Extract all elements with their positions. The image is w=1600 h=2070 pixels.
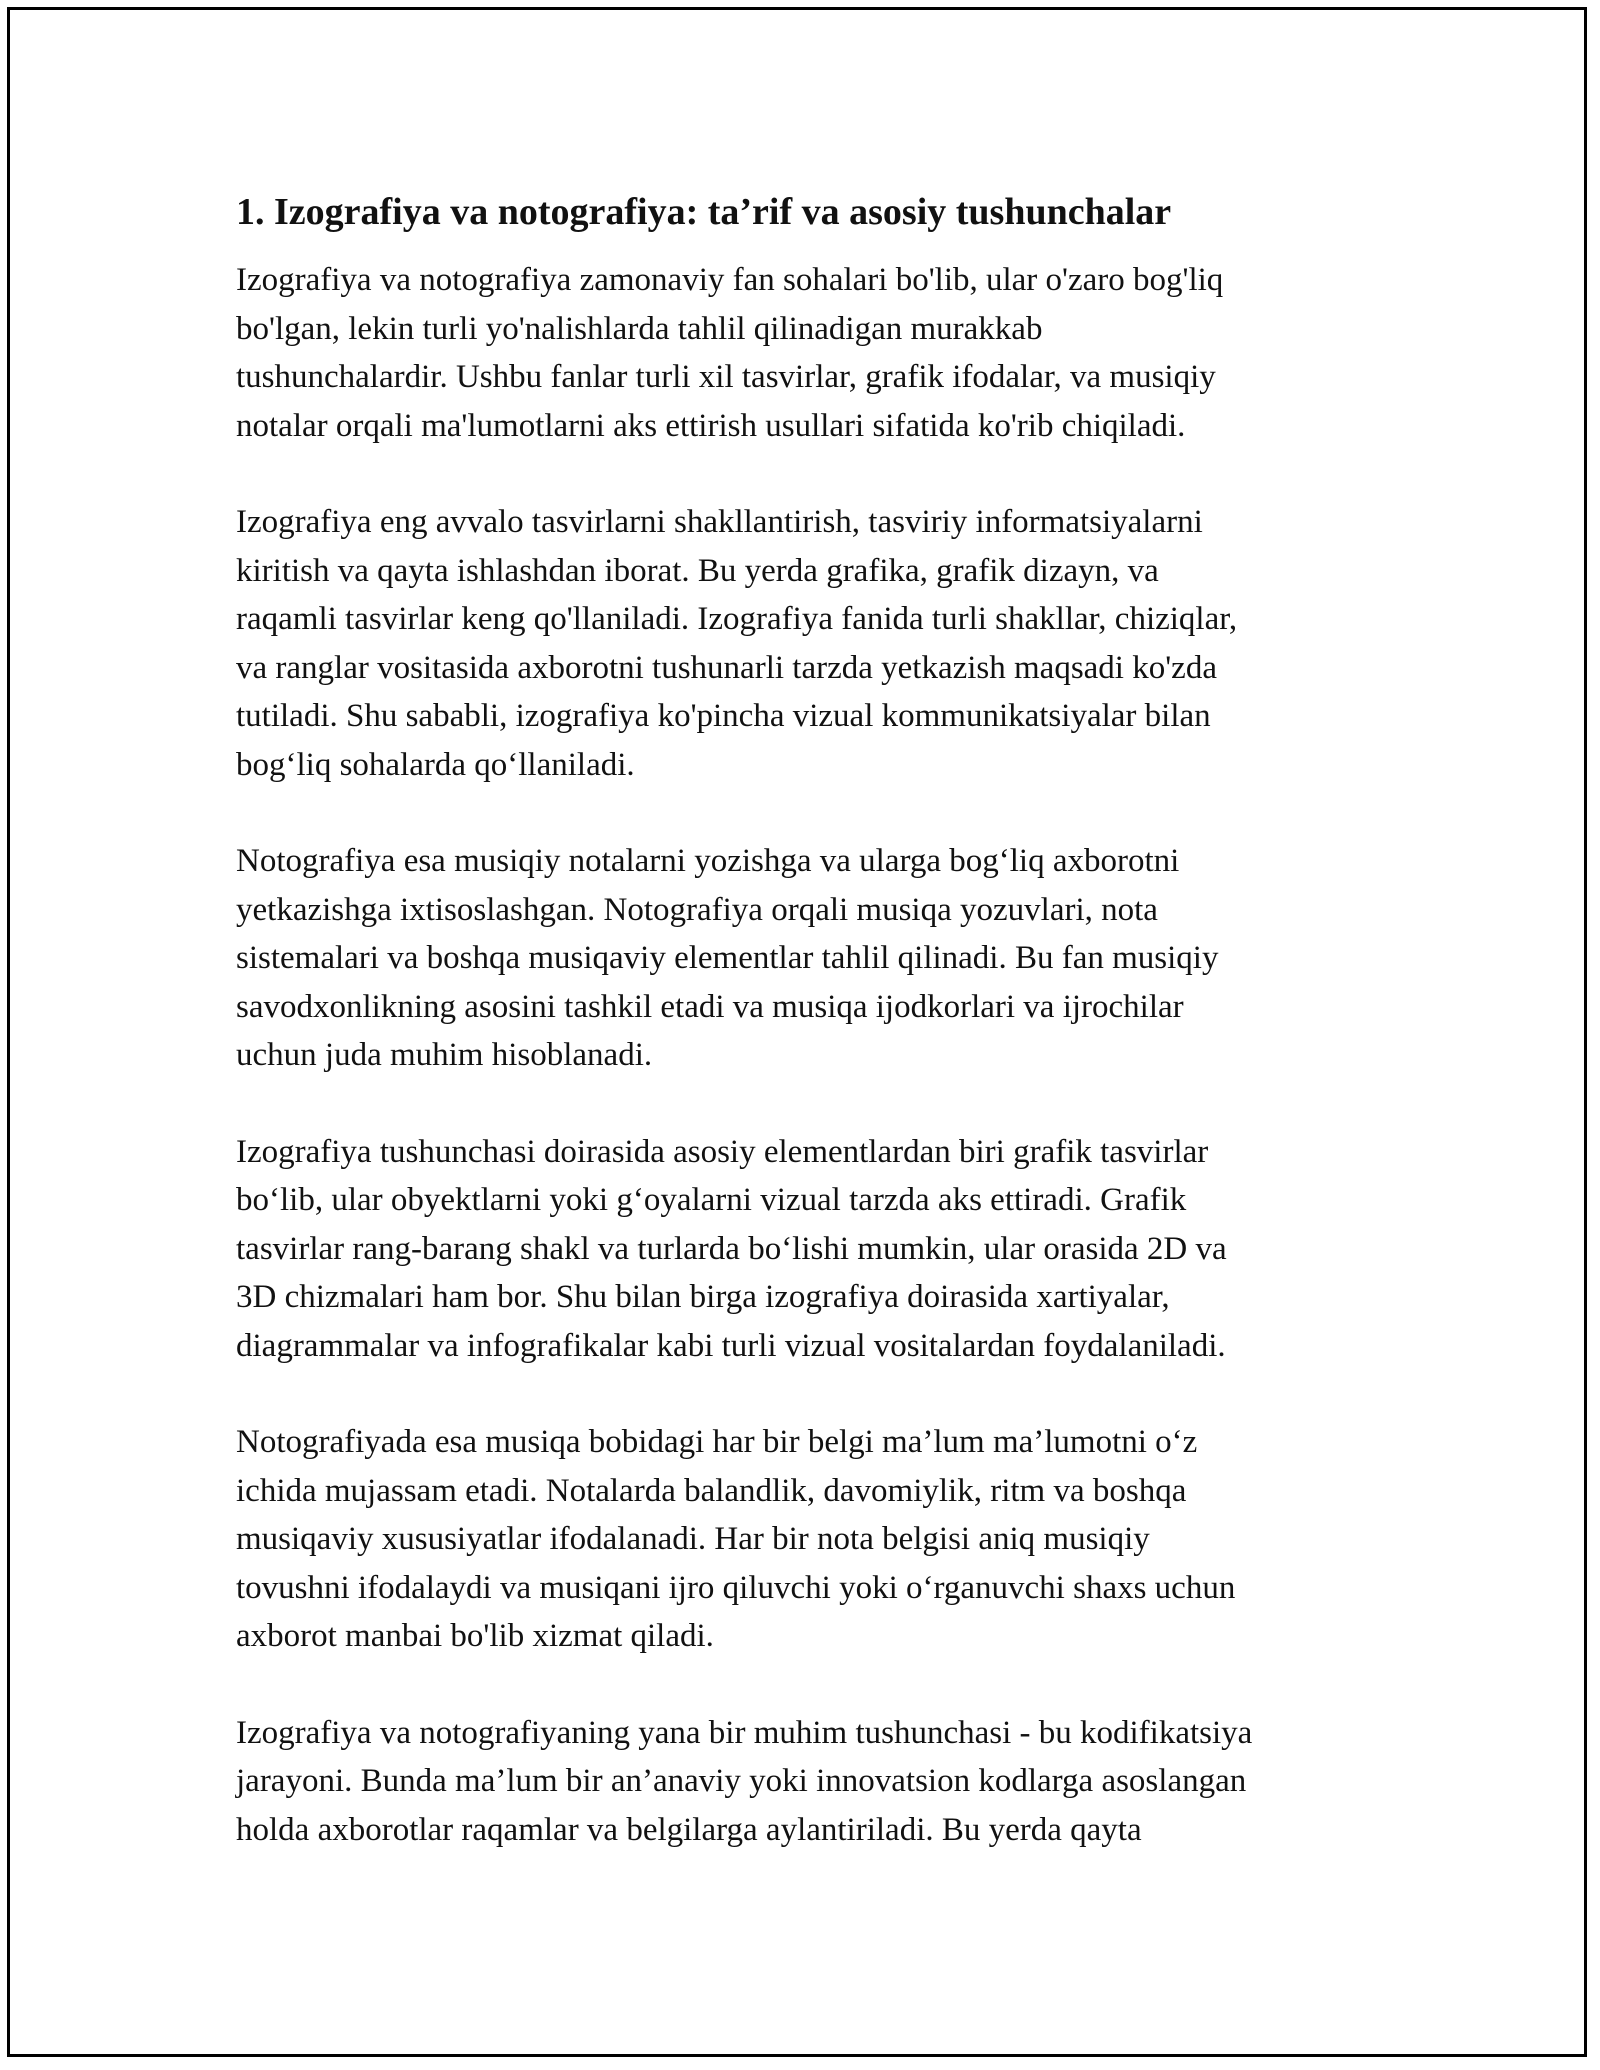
paragraph-line: raqamli tasvirlar keng qo'llaniladi. Izografiya fanida turli shakllar, chiziqlar, (236, 601, 1238, 637)
paragraph-line: Izografiya tushunchasi doirasida asosiy elementlardan biri grafik tasvirlar (236, 1133, 1209, 1170)
paragraph-line: 3D chizmalari ham bor. Shu bilan birga izografiya doirasida xartiyalar, (236, 1279, 1170, 1315)
paragraph (236, 1128, 1376, 1371)
paragraph (236, 498, 1376, 789)
paragraph-line: musiqaviy xususiyatlar ifodalanadi. Har bir nota belgisi aniq musiqiy (236, 1521, 1150, 1557)
paragraph-line: tasvirlar rang-barang shakl va turlarda bo‘lishi mumkin, ular orasida 2D va (236, 1230, 1227, 1267)
paragraph-line: Izografiya va notografiyaning yana bir muhim tushunchasi - bu kodifikatsiya (236, 1714, 1253, 1751)
paragraph-line: tushunchalardir. Ushbu fanlar turli xil tasvirlar, grafik ifodalar, va musiqiy (236, 359, 1216, 395)
paragraph (236, 256, 1376, 450)
paragraph-line: bo'lgan, lekin turli yo'nalishlarda tahlil qilinadigan murakkab (236, 310, 1043, 347)
paragraph-line: sistemalari va boshqa musiqaviy elementlar tahlil qilinadi. Bu fan musiqiy (236, 940, 1219, 976)
paragraph-line: bo‘lib, ular obyektlarni yoki g‘oyalarni vizual tarzda aks ettiradi. Grafik (236, 1182, 1187, 1218)
paragraph-line: va ranglar vositasida axborotni tushunarli tarzda yetkazish maqsadi ko'zda (236, 649, 1217, 686)
paragraph-line: Notografiyada esa musiqa bobidagi har bir belgi ma’lum ma’lumotni o‘z (236, 1424, 1198, 1460)
paragraph-line: yetkazishga ixtisoslashgan. Notografiya orqali musiqa yozuvlari, nota (236, 891, 1158, 928)
paragraph-line: ichida mujassam etadi. Notalarda balandlik, davomiylik, ritm va boshqa (236, 1472, 1187, 1509)
paragraph (236, 837, 1376, 1080)
paragraph-line: tovushni ifodalaydi va musiqani ijro qiluvchi yoki o‘rganuvchi shaxs uchun (236, 1569, 1236, 1606)
paragraph (236, 1709, 1376, 1855)
paragraph-line: Izografiya eng avvalo tasvirlarni shakllantirish, tasviriy informatsiyalarni (236, 504, 1203, 540)
paragraph-line: holda axborotlar raqamlar va belgilarga aylantiriladi. Bu yerda qayta (236, 1811, 1142, 1848)
paragraph-line: diagrammalar va infografikalar kabi turli vizual vositalardan foydalaniladi. (236, 1327, 1226, 1364)
paragraph-line: tutiladi. Shu sababli, izografiya ko'pincha vizual kommunikatsiyalar bilan (236, 698, 1211, 734)
paragraph-line: savodxonlikning asosini tashkil etadi va musiqa ijodkorlari va ijrochilar (236, 988, 1184, 1025)
paragraph-line: axborot manbai bo'lib xizmat qiladi. (236, 1618, 714, 1654)
paragraph (236, 1418, 1376, 1661)
paragraph-line: jarayoni. Bunda ma’lum bir an’anaviy yoki innovatsion kodlarga asoslangan (236, 1763, 1247, 1799)
paragraph-line: kiritish va qayta ishlashdan iborat. Bu yerda grafika, grafik dizayn, va (236, 552, 1159, 589)
paragraph-list (236, 256, 1376, 1854)
paragraph-line: bog‘liq sohalarda qo‘llaniladi. (236, 746, 635, 783)
paragraph-line: notalar orqali ma'lumotlarni aks ettirish usullari sifatida ko'rib chiqiladi. (236, 407, 1186, 444)
paragraph-line: Notografiya esa musiqiy notalarni yozishga va ularga bog‘liq axborotni (236, 843, 1180, 879)
document-body (236, 188, 1376, 1902)
section-heading: 1. Izografiya va notografiya: ta’rif va asosiy tushunchalar (236, 191, 1172, 233)
paragraph-line: Izografiya va notografiya zamonaviy fan sohalari bo'lib, ular o'zaro bog'liq (236, 262, 1224, 298)
paragraph-line: uchun juda muhim hisoblanadi. (236, 1037, 653, 1073)
